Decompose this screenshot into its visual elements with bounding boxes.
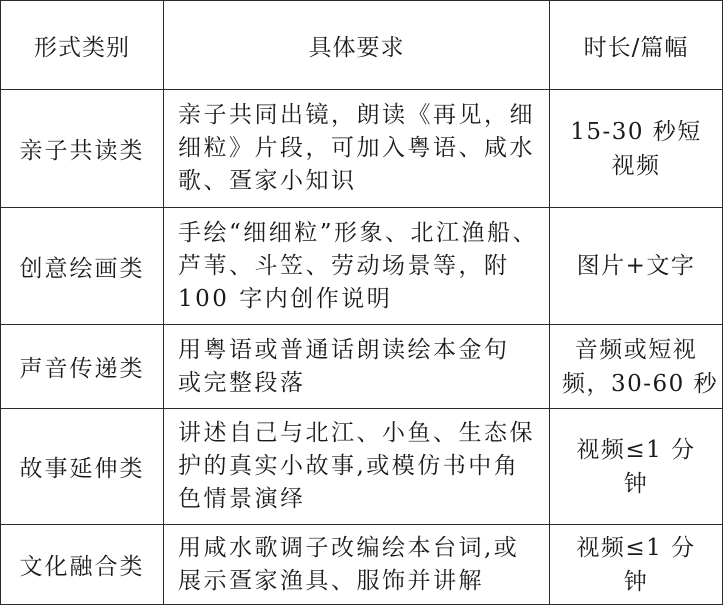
- header-row: [1, 1, 723, 90]
- requirement-line: 或完整段落: [178, 369, 306, 396]
- row-duration: [550, 90, 723, 208]
- table-row: [1, 208, 723, 325]
- requirement-line: 100 字内创作说明: [178, 285, 393, 312]
- requirement-line: 细粒》片段，可加入粤语、咸水: [178, 135, 535, 161]
- requirement-line: 展示疍家渔具、服饰并讲解: [178, 567, 484, 594]
- row-duration: [550, 525, 723, 605]
- table-row: [1, 525, 723, 605]
- duration-line: 视频≤1 分: [576, 436, 696, 463]
- row-duration: [550, 409, 723, 525]
- row-requirement: [164, 208, 550, 325]
- duration-line: 视频: [611, 152, 661, 179]
- row-requirement: [164, 90, 550, 208]
- duration-line: 钟: [623, 568, 649, 595]
- duration-line: 钟: [623, 470, 649, 497]
- duration-line: 音频或短视: [574, 336, 698, 363]
- header-duration: 时长/篇幅: [550, 1, 723, 90]
- table-row: [1, 409, 723, 525]
- row-requirement: [164, 525, 550, 605]
- requirement-line: 护的真实小故事,或模仿书中角: [178, 453, 520, 479]
- requirement-line: 讲述自己与北江、小鱼、生态保: [178, 420, 535, 446]
- row-type: 创意绘画类: [1, 208, 164, 325]
- table-row: [1, 90, 723, 208]
- requirement-line: 芦苇、斗笠、劳动场景等，附: [178, 252, 510, 279]
- row-type: 声音传递类: [1, 325, 164, 409]
- duration-line: 15-30 秒短: [570, 118, 702, 145]
- requirement-line: 亲子共同出镜，朗读《再见，细: [178, 102, 535, 128]
- duration-line: 视频≤1 分: [576, 534, 696, 561]
- requirement-line: 用粤语或普通话朗读绘本金句: [178, 336, 510, 363]
- header-type: 形式类别: [1, 1, 164, 90]
- requirement-line: 手绘“细细粒”形象、北江渔船、: [178, 219, 539, 246]
- table-row: [1, 325, 723, 409]
- requirement-line: 用咸水歌调子改编绘本台词,或: [178, 534, 520, 561]
- requirement-line: 歌、疍家小知识: [178, 168, 357, 194]
- row-type: 文化融合类: [1, 525, 164, 605]
- row-duration: [550, 325, 723, 409]
- requirement-line: 色情景演绎: [178, 486, 306, 512]
- row-requirement: [164, 325, 550, 409]
- row-requirement: [164, 409, 550, 525]
- header-requirement: 具体要求: [164, 1, 550, 90]
- row-duration: [550, 208, 723, 325]
- duration-line: 频，30-60 秒: [562, 370, 719, 397]
- row-type: 故事延伸类: [1, 409, 164, 525]
- duration-line: 图片+文字: [576, 253, 696, 279]
- row-type: 亲子共读类: [1, 90, 164, 208]
